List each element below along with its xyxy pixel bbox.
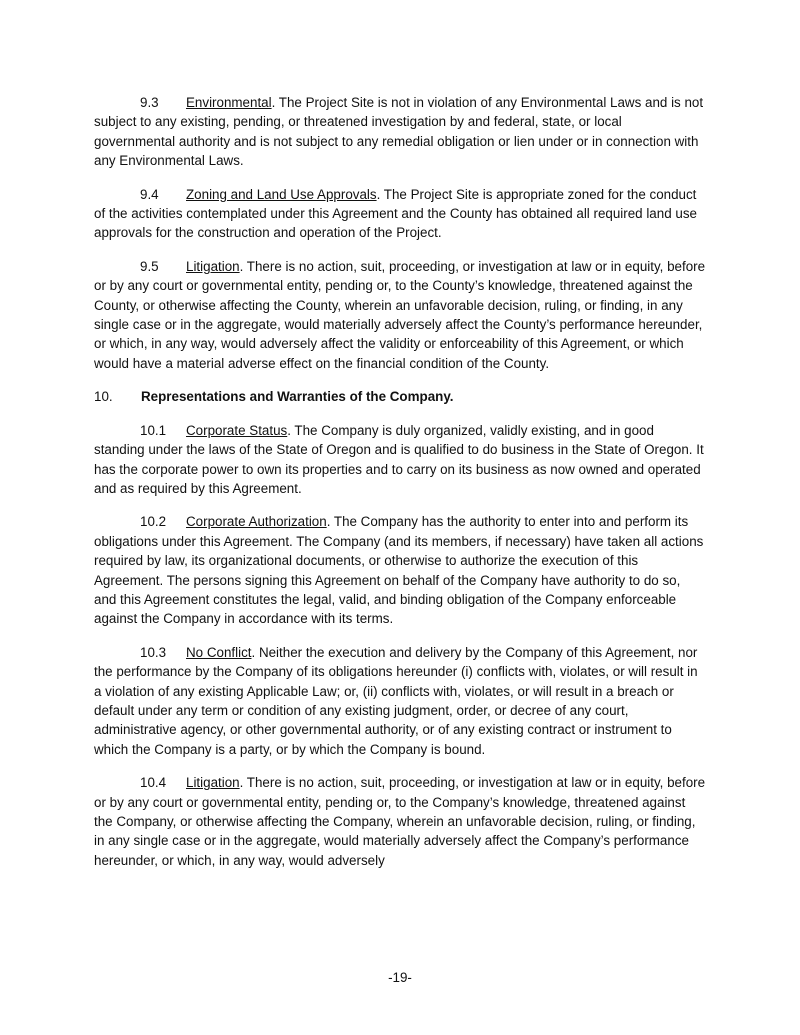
section-10-2: [94, 512, 706, 628]
section-body: . The Project Site is appropriate zoned for the conduct of the activities contemplated under this Agreement and the County has obtained all required land use approvals for the construction and operation of the Project.: [94, 186, 697, 241]
section-title: Litigation: [186, 775, 240, 791]
section-title: Zoning and Land Use Approvals: [186, 186, 377, 202]
section-body: . The Company is duly organized, validly existing, and in good standing under the laws of the State of Oregon and is qualified to do business in the State of Oregon. It has the corporate power to own its properties and to carry on its business as now owned and operated and as required by this Agreement.: [94, 422, 704, 496]
section-title: No Conflict: [186, 644, 252, 660]
section-body: . There is no action, suit, proceeding, or investigation at law or in equity, before or by any court or governmental entity, pending or, to the County’s knowledge, threatened against the County, or otherwise affecting the County, wherein an unfavorable decision, ruling, or finding, in any single case or in the aggregate, would materially adversely affect the County’s performance hereunder, or which, in any way, would adversely affect the validity or enforceability of this Agreement, or which would have a material adverse effect on the financial condition of the County.: [94, 258, 706, 371]
section-number: 9.3: [140, 95, 159, 110]
section-title: Corporate Status: [186, 422, 288, 438]
document-page: [94, 93, 706, 884]
section-body: . Neither the execution and delivery by the Company of this Agreement, nor the performance by the Company of its obligations hereunder (i) conflicts with, violates, or will result in a violation of any existing Applicable Law; or, (ii) conflicts with, violates, or will result in a breach or default under any term or condition of any existing judgment, order, or decree of any court, administrative agency, or other governmental authority, or of any existing contract or instrument to which the Company is a party, or by which the Company is bound.: [94, 644, 698, 757]
page-number: -19-: [388, 970, 412, 985]
section-10-1: [94, 421, 706, 499]
section-title: Corporate Authorization: [186, 514, 327, 530]
section-body: . There is no action, suit, proceeding, or investigation at law or in equity, before or by any court or governmental entity, pending or, to the Company’s knowledge, threatened against the Company, or otherwise affecting the Company, wherein an unfavorable decision, ruling, or finding, in any single case or in the aggregate, would materially adversely affect the Company’s performance hereunder, or which, in any way, would adversely: [94, 775, 706, 868]
section-number: 9.4: [140, 186, 159, 202]
article-title: Representations and Warranties of the Company.: [141, 389, 454, 405]
section-number: 10.4: [140, 775, 167, 791]
section-10-4: [94, 773, 706, 870]
section-body: . The Company has the authority to enter into and perform its obligations under this Agreement. The Company (and its members, if necessary) have taken all actions required by law, its organizational documents, or otherwise to authorize the execution of this Agreement. The persons signing this Agreement on behalf of the Company have authority to do so, and this Agreement constitutes the legal, valid, and binding obligation of the Company enforceable against the Company in accordance with its terms.: [94, 514, 704, 627]
article-10-heading: [94, 387, 706, 406]
section-body: . The Project Site is not in violation of any Environmental Laws and is not subject to any existing, pending, or threatened investigation by and federal, state, or local governmental authority and is not subject to any remedial obligation or lien under or in connection with any Environmental Laws.: [94, 95, 704, 169]
section-9-3: [94, 93, 706, 171]
section-title: Environmental: [186, 95, 272, 110]
article-number: 10.: [94, 389, 113, 405]
section-9-5: [94, 257, 706, 373]
section-number: 10.2: [140, 514, 167, 530]
section-number: 10.1: [140, 422, 167, 438]
section-number: 10.3: [140, 644, 167, 660]
section-number: 9.5: [140, 258, 159, 274]
section-9-4: [94, 185, 706, 243]
section-10-3: [94, 643, 706, 759]
section-title: Litigation: [186, 258, 240, 274]
